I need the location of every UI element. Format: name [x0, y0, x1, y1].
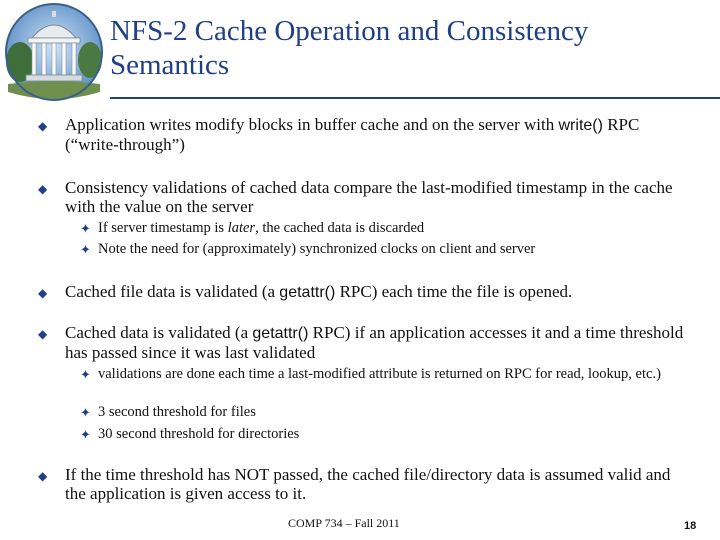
bullet-text	[65, 115, 686, 154]
code-term: getattr()	[279, 284, 336, 301]
sub-bullet-text: 30 second threshold for directories	[98, 426, 300, 442]
sub-bullet-text	[98, 220, 680, 237]
diamond-bullet-icon: ◆	[38, 469, 48, 483]
bullet-item	[38, 178, 686, 216]
sub-bullet-text: Note the need for (approximately) synchronized clocks on client and server	[98, 241, 536, 257]
sub-bullet-text: 3 second threshold for files	[98, 404, 256, 420]
bullet-item	[38, 282, 686, 302]
cross-bullet-icon: ✦	[80, 221, 91, 236]
sub-bullet-text-part: If server timestamp is	[98, 220, 228, 236]
cross-bullet-icon: ✦	[80, 367, 91, 382]
old-well-logo-icon	[4, 2, 104, 102]
bullet-text-part: RPC (“write-through”)	[65, 115, 640, 154]
code-term: getattr()	[252, 325, 309, 342]
slide-title: NFS-2 Cache Operation and Consistency Semantics	[110, 15, 589, 81]
bullet-text-part: RPC) each time the file is opened.	[335, 282, 573, 301]
sub-bullet-item	[80, 426, 680, 443]
sub-bullet-text: validations are done each time a last-modified attribute is returned on RPC for read, lookup, etc.)	[98, 366, 661, 382]
sub-bullet-item	[80, 404, 680, 421]
bullet-text-part: Cached file data is validated (a	[65, 282, 280, 301]
sub-bullet-item	[80, 220, 680, 237]
diamond-bullet-icon: ◆	[38, 327, 48, 341]
bullet-text	[65, 323, 686, 362]
cross-bullet-icon: ✦	[80, 427, 91, 442]
page-number: 18	[684, 520, 697, 532]
cross-bullet-icon: ✦	[80, 405, 91, 420]
bullet-text	[65, 282, 686, 302]
diamond-bullet-icon: ◆	[38, 119, 48, 133]
bullet-text: Consistency validations of cached data compare the last-modified timestamp in the cache with the value on the server	[65, 178, 673, 216]
code-term: write()	[558, 117, 603, 134]
bullet-item	[38, 115, 686, 154]
bullet-text-part: RPC) if an application accesses it and a time threshold has passed since it was last validated	[65, 323, 684, 362]
slide-footer: COMP 734 – Fall 2011	[288, 516, 400, 530]
sub-bullet-text-part: , the cached data is discarded	[255, 220, 425, 236]
bullet-text-part: Cached data is validated (a	[65, 323, 253, 342]
cross-bullet-icon: ✦	[80, 242, 91, 257]
bullet-text: If the time threshold has NOT passed, the cached file/directory data is assumed valid and the application is given access to it.	[65, 465, 671, 503]
diamond-bullet-icon: ◆	[38, 286, 48, 300]
title-divider	[110, 97, 720, 99]
bullet-item	[38, 323, 686, 362]
sub-bullet-item	[80, 366, 670, 383]
bullet-text-part: Application writes modify blocks in buffer cache and on the server with	[65, 115, 559, 134]
diamond-bullet-icon: ◆	[38, 182, 48, 196]
emphasis-text: later	[227, 220, 256, 236]
sub-bullet-item	[80, 241, 680, 258]
bullet-item	[38, 465, 686, 503]
